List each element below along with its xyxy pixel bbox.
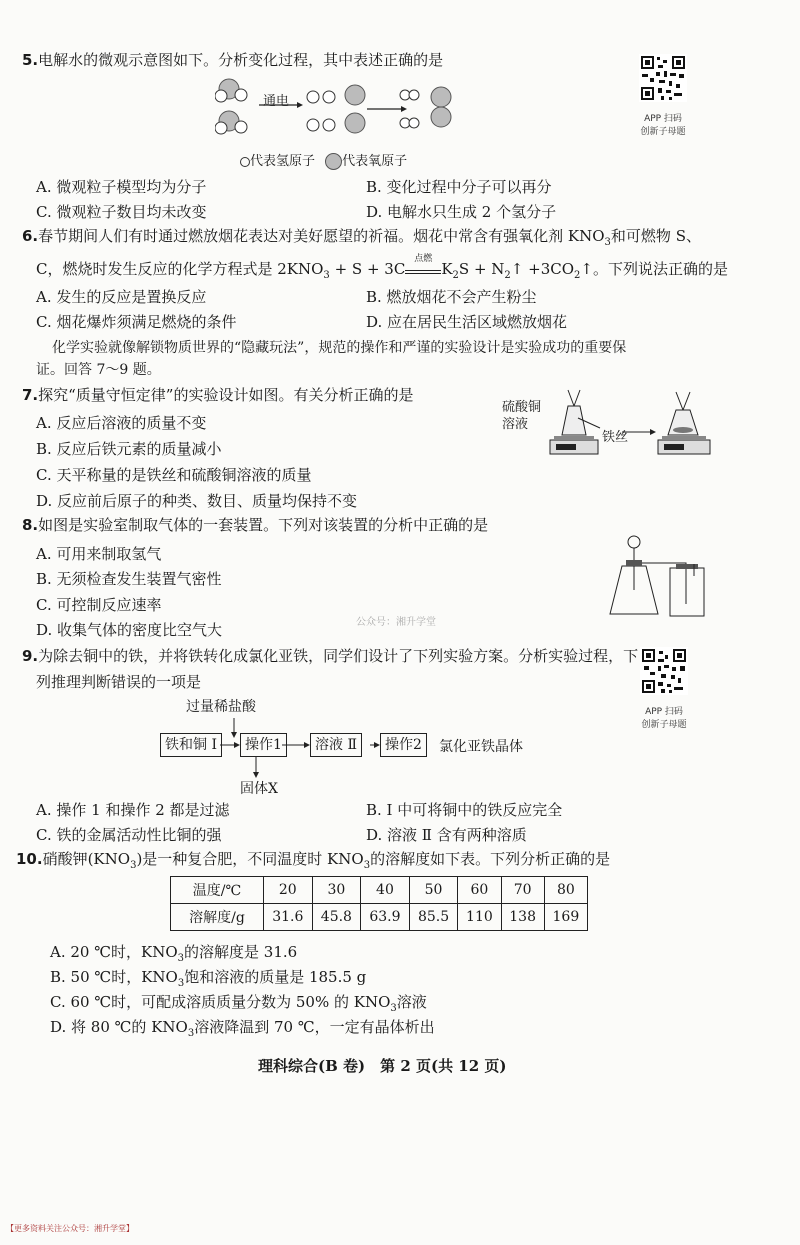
table-cell: 45.8 <box>312 904 361 931</box>
q8-option-b: B. 无须检查发生装置气密性 <box>36 570 222 588</box>
table-cell: 30 <box>312 877 361 904</box>
q5-option-a: A. 微观粒子模型均为分子 <box>36 178 207 196</box>
diagram-arrow-label: 通电 <box>263 94 290 109</box>
q9-option-a: A. 操作 1 和操作 2 都是过滤 <box>36 801 230 819</box>
q6-stem-line1: 6.春节期间人们有时通过燃放烟花表达对美好愿望的祈福。烟花中常含有强氧化剂 $KNO_3$和可燃物 S、 <box>22 227 701 248</box>
hydrogen-atom-icon <box>240 157 250 167</box>
q9-stem-line1: 9.为除去铜中的铁，并将铁转化成氯化亚铁，同学们设计了下列实验方案。分析实验过程，下 <box>22 647 639 665</box>
q6-option-c: C. 烟花爆炸须满足燃烧的条件 <box>36 313 237 331</box>
page-footer: 理科综合(B 卷) 第 2 页(共 12 页) <box>258 1057 507 1075</box>
flow-box-operation2: 操作2 <box>380 733 427 757</box>
reaction-condition: 点燃 <box>414 254 433 264</box>
table-row-solubility <box>171 904 588 931</box>
intro-7-9-line1: 化学实验就像解锁物质世界的“隐藏玩法”，规范的操作和严谨的实验设计是实验成功的重要保 <box>52 340 627 356</box>
q8-option-a: A. 可用来制取氢气 <box>36 545 162 563</box>
collection-bottle <box>670 568 704 616</box>
watermark-q8: 公众号：湘升学堂 <box>356 617 436 628</box>
q6-option-b: B. 燃放烟花不会产生粉尘 <box>366 288 537 306</box>
oxygen-atom-icon <box>325 153 342 170</box>
q7-stem: 7.探究“质量守恒定律”的实验设计如图。有关分析正确的是 <box>22 386 414 404</box>
flow-product: 氯化亚铁晶体 <box>439 739 523 755</box>
table-cell: 40 <box>361 877 410 904</box>
q10-option-a: A. 20 ℃时，$KNO_3$的溶解度是 31.6 <box>50 943 298 964</box>
solubility-table <box>170 876 588 931</box>
flow-box-operation1: 操作1 <box>240 733 287 757</box>
intro-7-9-line2: 证。回答 7～9 题。 <box>36 362 161 378</box>
q6-option-d: D. 应在居民生活区域燃放烟花 <box>366 313 568 331</box>
q8-stem: 8.如图是实验室制取气体的一套装置。下列对该装置的分析中正确的是 <box>22 516 489 534</box>
flow-solid-x: 固体X <box>240 781 278 797</box>
q6-stem-line2: C，燃烧时发生反应的化学方程式是 $2KNO_3 + S + 3C$ 点燃 $K_2S$ + $N_2↑$ $+3CO_2↑$。下列说法正确的是 <box>36 259 728 286</box>
q5-option-d: D. 电解水只生成 2 个氢分子 <box>366 203 557 221</box>
water-molecule <box>215 111 247 134</box>
q5-number: 5. <box>22 51 39 69</box>
table-cell: 20 <box>264 877 313 904</box>
table-header-solubility: 溶解度/g <box>171 904 264 931</box>
table-cell: 85.5 <box>409 904 458 931</box>
flow-box-solution2: 溶液 Ⅱ <box>310 733 362 757</box>
q8-option-d: D. 收集气体的密度比空气大 <box>36 621 223 639</box>
electrolysis-diagram <box>215 75 465 145</box>
q6-option-a: A. 发生的反应是置换反应 <box>36 288 207 306</box>
q5-stem <box>22 50 443 70</box>
table-cell: 60 <box>458 877 501 904</box>
reaction-condition-arrow <box>405 254 441 274</box>
q8-option-c: C. 可控制反应速率 <box>36 596 162 614</box>
table-cell: 110 <box>458 904 501 931</box>
q10-option-b: B. 50 ℃时，$KNO_3$饱和溶液的质量是 185.5 g <box>50 968 367 989</box>
q7-option-a: A. 反应后溶液的质量不变 <box>36 414 207 432</box>
q5-text: 电解水的微观示意图如下。分析变化过程，其中表述正确的是 <box>38 51 444 69</box>
label-iron-wire: 铁丝 <box>602 430 629 445</box>
q10-stem: 10.硝酸钾$(KNO_3)$是一种复合肥，不同温度时 $KNO_3$的溶解度如下表。下列分析正确的是 <box>16 850 611 871</box>
funnel-bulb <box>628 536 640 548</box>
table-cell: 138 <box>501 904 544 931</box>
table-row-temperature <box>171 877 588 904</box>
bottom-ribbon: 【更多资料关注公众号：湘升学堂】 <box>6 1224 134 1233</box>
balance-experiment-diagram <box>540 388 720 460</box>
q7-number: 7. <box>22 386 39 404</box>
q9-option-d: D. 溶液 Ⅱ 含有两种溶质 <box>366 826 527 844</box>
q8-number: 8. <box>22 516 39 534</box>
q9-option-c: C. 铁的金属活动性比铜的强 <box>36 826 222 844</box>
q5-legend: 代表氢原子 代表氧原子 <box>240 150 407 170</box>
gas-apparatus-diagram <box>600 530 710 620</box>
flow-reagent: 过量稀盐酸 <box>186 699 256 715</box>
qr-caption-middle: APP 扫码 创新子母题 <box>641 707 687 730</box>
water-molecule <box>215 79 247 102</box>
q10-option-d: D. 将 80 ℃的 $KNO_3$溶液降温到 70 ℃，一定有晶体析出 <box>50 1018 435 1039</box>
q10-number: 10. <box>16 850 43 868</box>
table-cell: 80 <box>544 877 587 904</box>
qr-code-middle <box>640 647 688 695</box>
label-copper-sulfate: 硫酸铜 溶液 <box>502 400 542 432</box>
table-cell: 63.9 <box>361 904 410 931</box>
q7-option-c: C. 天平称量的是铁丝和硫酸铜溶液的质量 <box>36 466 312 484</box>
q7-option-b: B. 反应后铁元素的质量减小 <box>36 440 222 458</box>
flow-box-iron-copper: 铁和铜 Ⅰ <box>160 733 222 757</box>
q5-option-b: B. 变化过程中分子可以再分 <box>366 178 552 196</box>
q9-number: 9. <box>22 647 39 665</box>
q6-number: 6. <box>22 227 39 245</box>
q5-option-c: C. 微观粒子数目均未改变 <box>36 203 207 221</box>
table-cell: 169 <box>544 904 587 931</box>
table-cell: 50 <box>409 877 458 904</box>
q10-option-c: C. 60 ℃时，可配成溶质质量分数为 50% 的 $KNO_3$溶液 <box>50 993 427 1014</box>
q9-stem-line2: 列推理判断错误的一项是 <box>36 673 202 691</box>
table-cell: 70 <box>501 877 544 904</box>
qr-code-top <box>639 54 687 102</box>
table-header-temperature: 温度/℃ <box>171 877 264 904</box>
q9-option-b: B. Ⅰ 中可将铜中的铁反应完全 <box>366 801 563 819</box>
qr-caption-top: APP 扫码 创新子母题 <box>640 114 686 137</box>
table-cell: 31.6 <box>264 904 313 931</box>
q7-option-d: D. 反应前后原子的种类、数目、质量均保持不变 <box>36 492 358 510</box>
